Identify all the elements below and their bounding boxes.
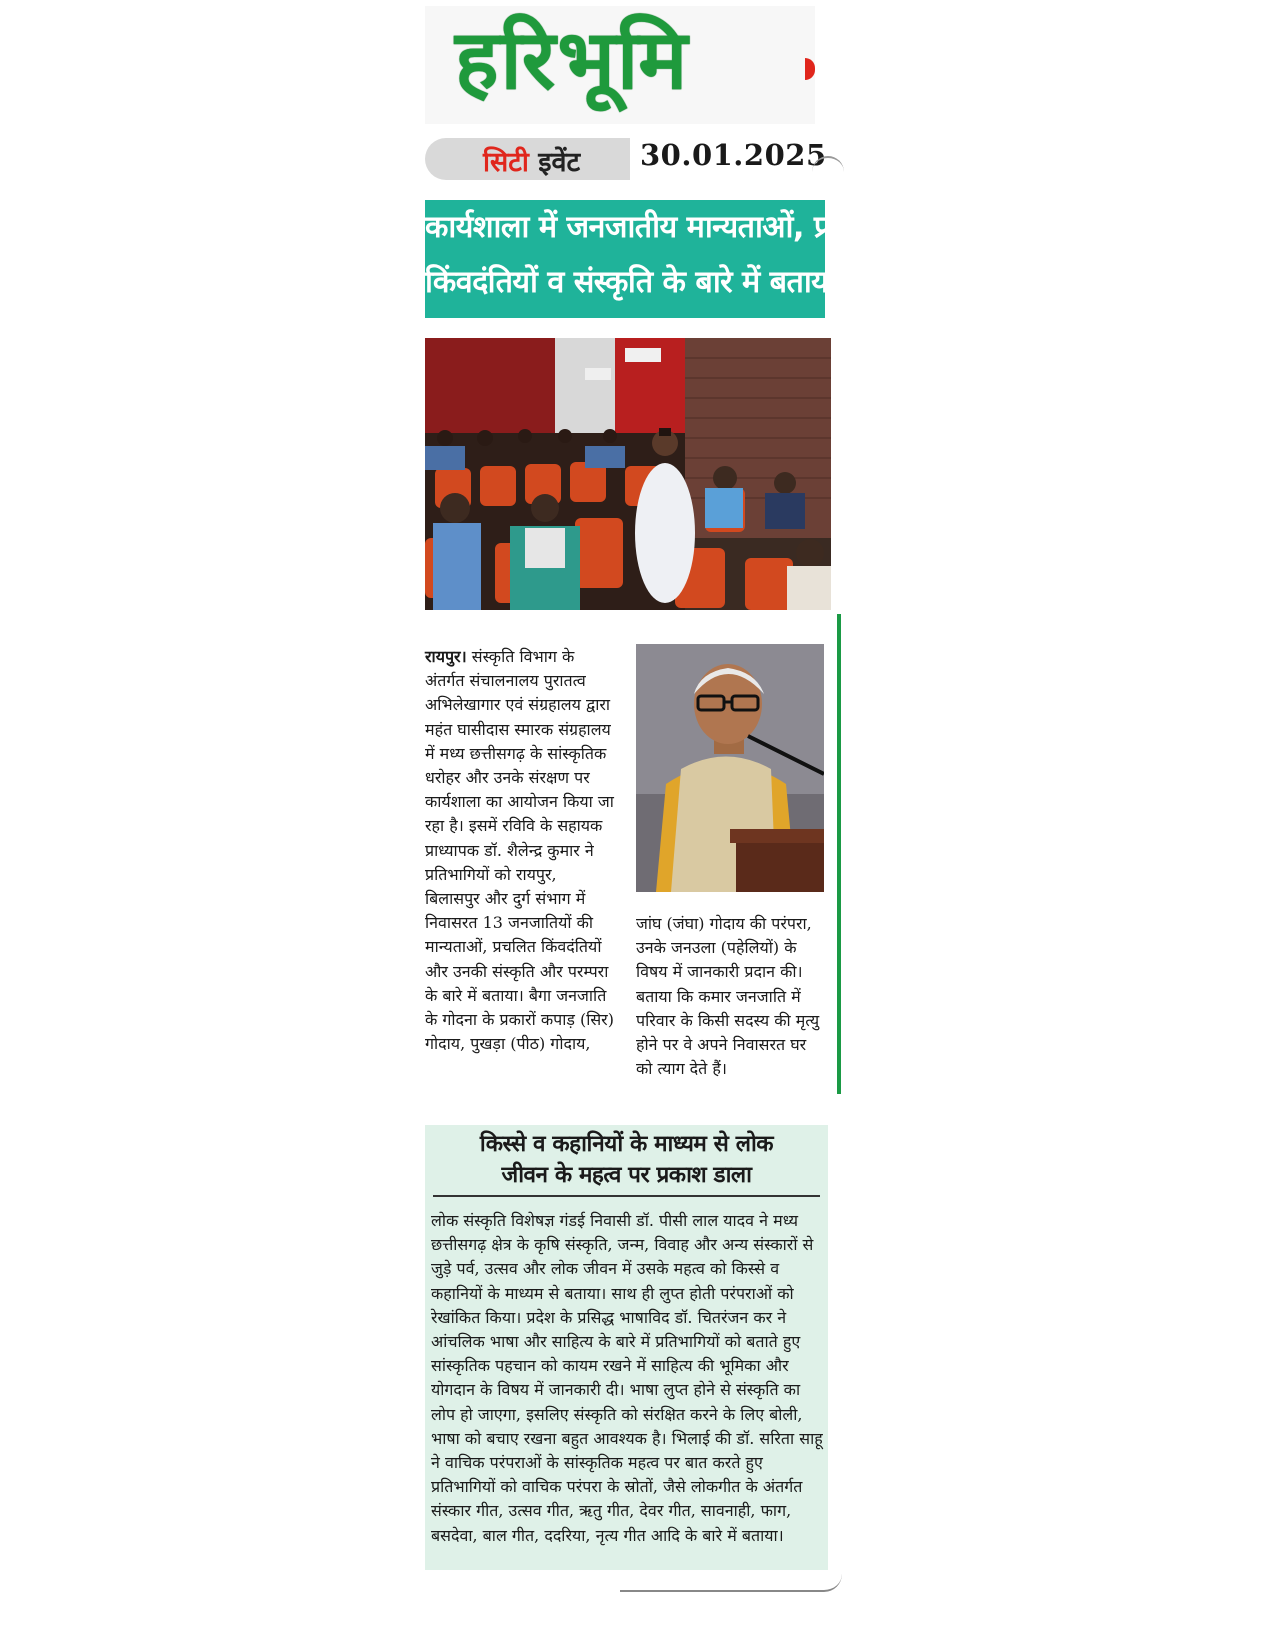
- dateline-place: रायपुर।: [425, 647, 467, 666]
- section-tab: [425, 138, 630, 180]
- article-column-1: [425, 645, 615, 1056]
- headline-line-1: कार्यशाला में जनजातीय मान्यताओं, प्रचलित: [425, 210, 895, 245]
- edition-date: 30.01.2025: [640, 138, 827, 172]
- logo-dot-icon: [805, 58, 815, 80]
- column-rule: [837, 614, 841, 1094]
- sidebar-box: [425, 1125, 828, 1570]
- newspaper-logo: हरिभूमि: [455, 13, 690, 108]
- masthead: [425, 6, 815, 124]
- box-headline: [425, 1129, 828, 1191]
- section-label-red: सिटी: [483, 147, 529, 178]
- article-text-1: संस्कृति विभाग के अंतर्गत संचालनालय पुरातत्व अभिलेखागार एवं संग्रहालय द्वारा महंत घासीदास स्मारक संग्रहालय में मध्य छत्तीसगढ़ के सांस्कृतिक धरोहर और उनके संरक्षण पर कार्यशाला का आयोजन किया जा रहा है। इसमें रविवि के सहायक प्राध्यापक डॉ. शैलेन्द्र कुमार ने प्रतिभागियों को रायपुर, बिलासपुर और दुर्ग संभाग में निवासरत 13 जनजातियों की मान्यताओं, प्रचलित किंवदंतियों और उनकी संस्कृति और परम्परा के बारे में बताया। बैगा जनजाति के गोदना के प्रकारों कपाड़ (सिर) गोदाय, पुखड़ा (पीठ) गोदाय,: [425, 647, 614, 1054]
- box-body-text: लोक संस्कृति विशेषज्ञ गंडई निवासी डॉ. पीसी लाल यादव ने मध्य छत्तीसगढ़ क्षेत्र के कृषि संस्कृति, जन्म, विवाह और अन्य संस्कारों से जुड़े पर्व, उत्सव और लोक जीवन में उसके महत्व को किस्से व कहानियों के माध्यम से बताया। साथ ही लुप्त होती परंपराओं को रेखांकित किया। प्रदेश के प्रसिद्ध भाषाविद डॉ. चितरंजन कर ने आंचलिक भाषा और साहित्य के बारे में प्रतिभागियों को बताते हुए सांस्कृतिक पहचान को कायम रखने में साहित्य की भूमिका और योगदान के विषय में जानकारी दी। भाषा लुप्त होने से संस्कृति का लोप हो जाएगा, इसलिए संस्कृति को संरक्षित करने के लिए बोली, भाषा को बचाए रखना बहुत आवश्यक है। भिलाई की डॉ. सरिता साहू ने वाचिक परंपराओं के सांस्कृतिक महत्व पर बात करते हुए प्रतिभागियों को वाचिक परंपरा के स्रोतों, जैसे लोकगीत के अंतर्गत संस्कार गीत, उत्सव गीत, ऋतु गीत, देवर गीत, सावनाही, फाग, बसदेवा, बाल गीत, ददरिया, नृत्य गीत आदि के बारे में बताया।: [431, 1211, 823, 1545]
- speaker-photo: [636, 644, 824, 892]
- box-headline-line-1: किस्से व कहानियों के माध्यम से लोक: [479, 1131, 774, 1157]
- workshop-photo: [425, 338, 831, 610]
- article-column-2: जांघ (जंघा) गोदाय की परंपरा, उनके जनउला (पहेलियों) के विषय में जानकारी प्रदान की। बताया कि कमार जनजाति में परिवार के किसी सदस्य की मृत्यु होने पर वे अपने निवासरत घर को त्याग देते हैं।: [636, 914, 820, 1079]
- headline-line-2: किंवदंतियों व संस्कृति के बारे में बताया: [425, 265, 837, 300]
- box-divider: [433, 1195, 820, 1197]
- box-headline-line-2: जीवन के महत्व पर प्रकाश डाला: [501, 1162, 752, 1188]
- headline: [425, 200, 895, 318]
- section-label-black: इवेंट: [538, 147, 581, 178]
- decorative-curve-bottom: [620, 1574, 842, 1592]
